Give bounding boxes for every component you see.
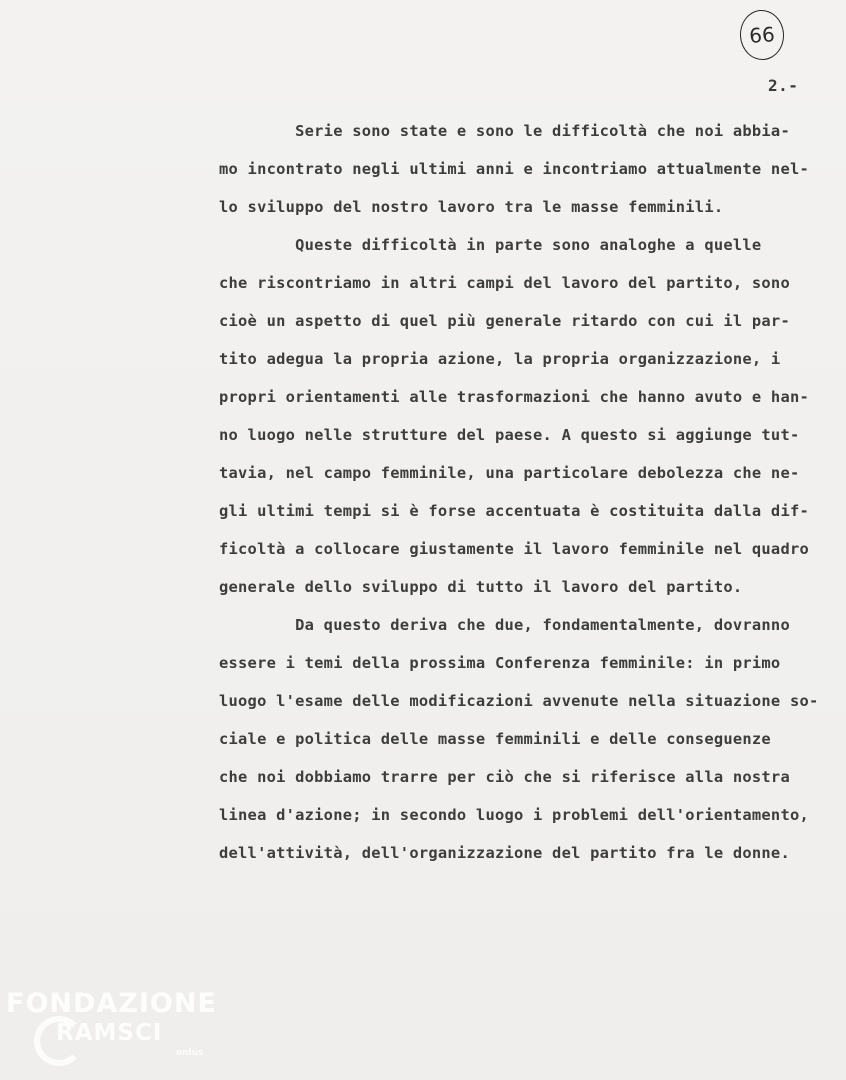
text-line: propri orientamenti alle trasformazioni che hanno avuto e han-	[219, 388, 809, 406]
handwritten-page-number: 66	[738, 9, 785, 62]
text-line: tavia, nel campo femminile, una particolare debolezza che ne-	[219, 464, 800, 482]
text-line: Serie sono state e sono le difficoltà che noi abbia-	[219, 122, 790, 140]
text-line: che noi dobbiamo trarre per ciò che si riferisce alla nostra	[219, 768, 790, 786]
text-line: lo sviluppo del nostro lavoro tra le masse femminili.	[219, 198, 724, 216]
text-line: luogo l'esame delle modificazioni avvenute nella situazione so-	[219, 692, 819, 710]
text-line: cioè un aspetto di quel più generale ritardo con cui il par-	[219, 312, 790, 330]
text-line: Da questo deriva che due, fondamentalmente, dovranno	[219, 616, 790, 634]
typewritten-body	[219, 112, 839, 872]
text-line: che riscontriamo in altri campi del lavoro del partito, sono	[219, 274, 790, 292]
typed-page-number: 2.-	[768, 76, 799, 95]
logo-line-2: RAMSCI	[56, 1020, 163, 1046]
text-line: generale dello sviluppo di tutto il lavoro del partito.	[219, 578, 743, 596]
logo-subtitle: onlus	[176, 1048, 204, 1058]
text-line: dell'attività, dell'organizzazione del partito fra le donne.	[219, 844, 790, 862]
text-line: gli ultimi tempi si è forse accentuata è costituita dalla dif-	[219, 502, 809, 520]
fondazione-gramsci-logo	[6, 988, 216, 1078]
text-line: essere i temi della prossima Conferenza femminile: in primo	[219, 654, 781, 672]
text-line: Queste difficoltà in parte sono analoghe a quelle	[219, 236, 762, 254]
text-line: tito adegua la propria azione, la propria organizzazione, i	[219, 350, 781, 368]
text-line: mo incontrato negli ultimi anni e incontriamo attualmente nel-	[219, 160, 809, 178]
text-line: no luogo nelle strutture del paese. A questo si aggiunge tut-	[219, 426, 800, 444]
text-line: ficoltà a collocare giustamente il lavoro femminile nel quadro	[219, 540, 809, 558]
text-line: ciale e politica delle masse femminili e delle conseguenze	[219, 730, 771, 748]
text-line: linea d'azione; in secondo luogo i problemi dell'orientamento,	[219, 806, 809, 824]
logo-line-1: FONDAZIONE	[6, 988, 217, 1019]
